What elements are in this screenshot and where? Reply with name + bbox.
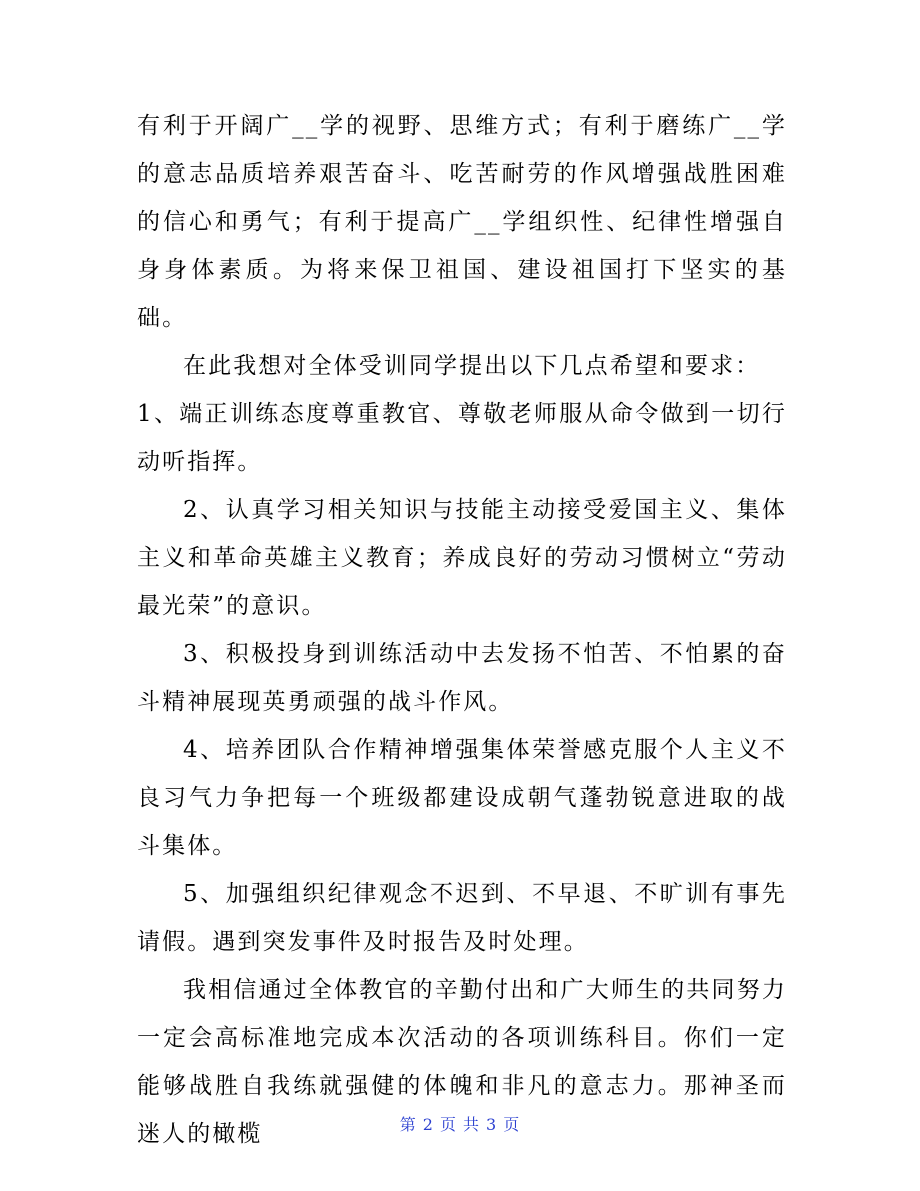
paragraph-7: 5、加强组织纪律观念不迟到、不早退、不旷训有事先请假。遇到突发事件及时报告及时处理。	[137, 881, 787, 955]
page-number-footer	[0, 1112, 920, 1135]
page-label-suffix: 页	[503, 1115, 521, 1134]
document-body	[137, 102, 787, 1158]
page-label-prefix: 第	[399, 1115, 417, 1134]
paragraph-8: 我相信通过全体教官的辛勤付出和广大师生的共同努力一定会高标准地完成本次活动的各项训练科目。你们一定能够战胜自我练就强健的体魄和非凡的意志力。那神圣而迷人的橄榄	[137, 977, 787, 1147]
paragraph-5: 3、积极投身到训练活动中去发扬不怕苦、不怕累的奋斗精神展现英勇顽强的战斗作风。	[137, 641, 787, 715]
page-label-mid: 页 共	[439, 1115, 481, 1134]
paragraph-2: 在此我想对全体受训同学提出以下几点希望和要求：	[183, 353, 761, 379]
paragraph-3: 1、端正训练态度尊重教官、尊敬老师服从命令做到一切行动听指挥。	[137, 401, 787, 475]
paragraph-4: 2、认真学习相关知识与技能主动接受爱国主义、集体主义和革命英雄主义教育；养成良好的劳动习惯树立“劳动最光荣”的意识。	[137, 497, 787, 619]
current-page-number: 2	[422, 1115, 434, 1134]
total-pages-number: 3	[486, 1115, 498, 1134]
paragraph-1: 有利于开阔广__学的视野、思维方式；有利于磨练广__学的意志品质培养艰苦奋斗、吃苦耐劳的作风增强战胜困难的信心和勇气；有利于提高广__学组织性、纪律性增强自身身体素质。为将来保卫祖国、建设祖国打下坚实的基础。	[137, 113, 787, 331]
paragraph-6: 4、培养团队合作精神增强集体荣誉感克服个人主义不良习气力争把每一个班级都建设成朝气蓬勃锐意进取的战斗集体。	[137, 737, 787, 859]
